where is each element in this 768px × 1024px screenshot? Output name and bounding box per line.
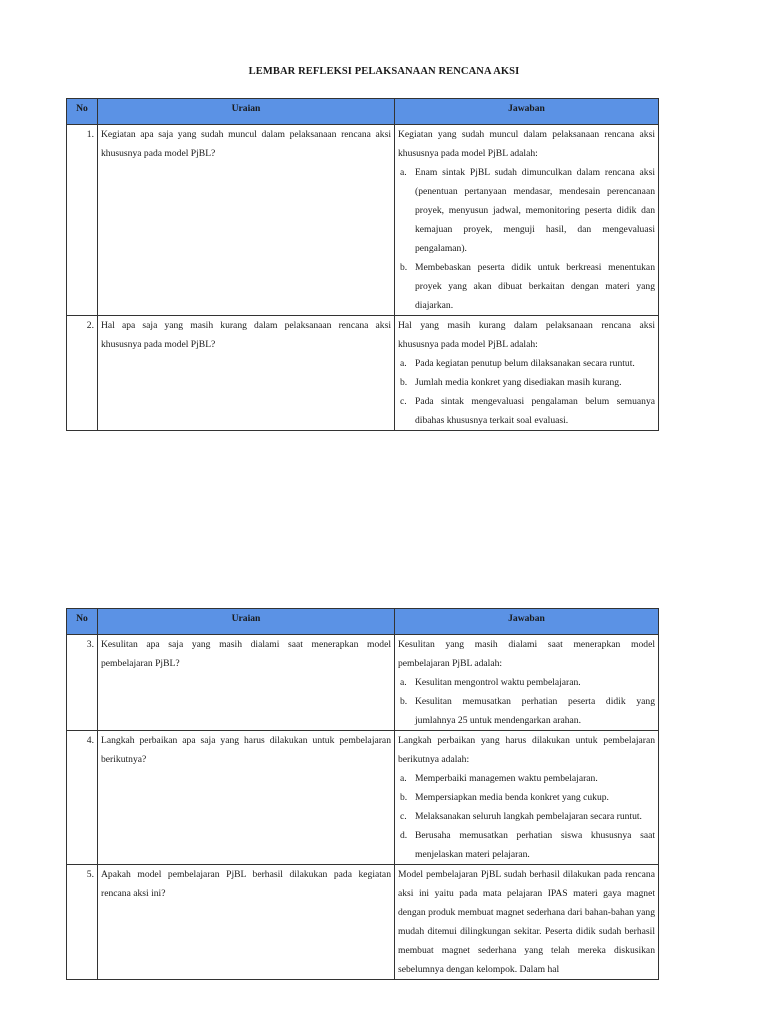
- header-no: No: [67, 99, 98, 125]
- row-number: 5.: [67, 865, 98, 980]
- list-text: Enam sintak PjBL sudah dimunculkan dalam rencana aksi (penentuan pertanyaan mendasar, mendesain perencanaan proyek, menyusun jadwal, memonitoring peserta didik dan kemajuan proyek, menguji hasil, dan mengevaluasi pengalaman).: [415, 167, 655, 254]
- answer-intro: Langkah perbaikan yang harus dilakukan untuk pembelajaran berikutnya adalah:: [398, 735, 655, 765]
- answer-intro: Model pembelajaran PjBL sudah berhasil dilakukan pada rencana aksi ini yaitu pada mata pelajaran IPAS materi gaya magnet dengan produk membuat magnet sederhana dari bahan-bahan yang mudah ditemui dilingkungan sekitar. Peserta didik sudah berhasil membuat magnet sederhana yang telah mereka diskusikan sebelumnya dengan kelompok. Dalam hal: [398, 869, 655, 975]
- list-item: [398, 354, 655, 373]
- table-header-row: [67, 609, 659, 635]
- header-uraian: Uraian: [98, 99, 395, 125]
- question-cell: Langkah perbaikan apa saja yang harus dilakukan untuk pembelajaran berikutnya?: [98, 731, 395, 865]
- answer-intro: Kesulitan yang masih dialami saat menerapkan model pembelajaran PjBL adalah:: [398, 639, 655, 669]
- answer-cell: [395, 731, 659, 865]
- list-marker: a.: [400, 677, 407, 688]
- answer-list: [398, 769, 655, 864]
- question-cell: Hal apa saja yang masih kurang dalam pelaksanaan rencana aksi khususnya pada model PjBL?: [98, 316, 395, 431]
- question-cell: Apakah model pembelajaran PjBL berhasil dilakukan pada kegiatan rencana aksi ini?: [98, 865, 395, 980]
- list-marker: b.: [400, 377, 408, 388]
- answer-cell: [395, 865, 659, 980]
- list-item: [398, 807, 655, 826]
- table-row: [67, 731, 659, 865]
- list-marker: b.: [400, 792, 408, 803]
- table-row: [67, 865, 659, 980]
- answer-intro: Hal yang masih kurang dalam pelaksanaan rencana aksi khususnya pada model PjBL adalah:: [398, 320, 655, 350]
- answer-list: [398, 354, 655, 430]
- reflection-table-2: [66, 608, 659, 980]
- answer-list: [398, 163, 655, 315]
- list-text: Jumlah media konkret yang disediakan masih kurang.: [415, 377, 622, 388]
- list-text: Mempersiapkan media benda konkret yang cukup.: [415, 792, 609, 803]
- list-marker: d.: [400, 830, 408, 841]
- table-header-row: [67, 99, 659, 125]
- list-text: Kesulitan memusatkan perhatian peserta didik yang jumlahnya 25 untuk mendengarkan arahan.: [415, 696, 655, 726]
- list-item: [398, 163, 655, 258]
- list-text: Membebaskan peserta didik untuk berkreasi menentukan proyek yang akan dibuat berkaitan dengan materi yang diajarkan.: [415, 262, 655, 311]
- list-marker: b.: [400, 696, 408, 707]
- answer-cell: [395, 635, 659, 731]
- list-item: [398, 769, 655, 788]
- list-text: Memperbaiki managemen waktu pembelajaran.: [415, 773, 598, 784]
- answer-list: [398, 673, 655, 730]
- list-text: Berusaha memusatkan perhatian siswa khususnya saat menjelaskan materi pelajaran.: [415, 830, 655, 860]
- list-item: [398, 788, 655, 807]
- list-text: Pada sintak mengevaluasi pengalaman belum semuanya dibahas khususnya terkait soal evaluasi.: [415, 396, 655, 426]
- list-marker: b.: [400, 262, 408, 273]
- question-cell: Kesulitan apa saja yang masih dialami saat menerapkan model pembelajaran PjBL?: [98, 635, 395, 731]
- list-marker: c.: [400, 396, 407, 407]
- list-item: [398, 692, 655, 730]
- list-marker: a.: [400, 358, 407, 369]
- answer-intro: Kegiatan yang sudah muncul dalam pelaksanaan rencana aksi khususnya pada model PjBL adalah:: [398, 129, 655, 159]
- header-jawaban: Jawaban: [395, 99, 659, 125]
- list-item: [398, 258, 655, 315]
- row-number: 1.: [67, 125, 98, 316]
- table-row: [67, 635, 659, 731]
- reflection-table-1: [66, 98, 659, 431]
- table-body-2: [67, 635, 659, 980]
- list-item: [398, 392, 655, 430]
- header-jawaban: Jawaban: [395, 609, 659, 635]
- list-text: Melaksanakan seluruh langkah pembelajaran secara runtut.: [415, 811, 642, 822]
- header-no: No: [67, 609, 98, 635]
- row-number: 2.: [67, 316, 98, 431]
- table-row: [67, 125, 659, 316]
- list-text: Pada kegiatan penutup belum dilaksanakan secara runtut.: [415, 358, 635, 369]
- table-row: [67, 316, 659, 431]
- row-number: 3.: [67, 635, 98, 731]
- answer-cell: [395, 316, 659, 431]
- list-marker: a.: [400, 773, 407, 784]
- question-cell: Kegiatan apa saja yang sudah muncul dalam pelaksanaan rencana aksi khususnya pada model PjBL?: [98, 125, 395, 316]
- list-item: [398, 673, 655, 692]
- list-marker: c.: [400, 811, 407, 822]
- list-marker: a.: [400, 167, 407, 178]
- page-title: LEMBAR REFLEKSI PELAKSANAAN RENCANA AKSI: [248, 66, 520, 77]
- answer-cell: [395, 125, 659, 316]
- row-number: 4.: [67, 731, 98, 865]
- table-body-1: [67, 125, 659, 431]
- list-item: [398, 826, 655, 864]
- list-text: Kesulitan mengontrol waktu pembelajaran.: [415, 677, 581, 688]
- header-uraian: Uraian: [98, 609, 395, 635]
- list-item: [398, 373, 655, 392]
